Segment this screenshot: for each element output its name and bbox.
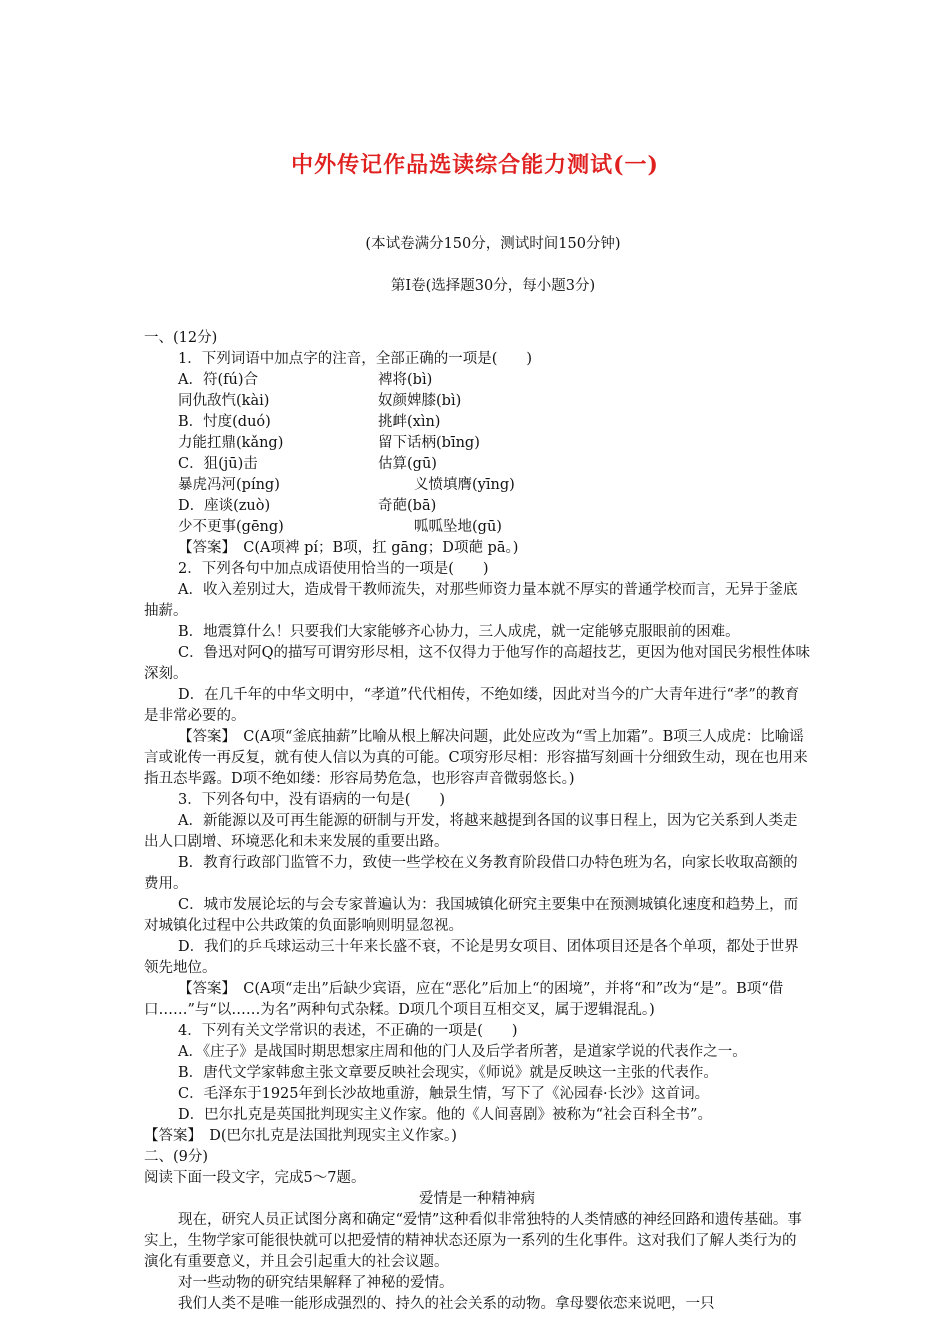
q4-option-a: A．《庄子》是战国时期思想家庄周和他的门人及后学者所著，是道家学说的代表作之一。 xyxy=(178,1044,747,1060)
q3-option-c: C．城市发展论坛的与会专家普遍认为：我国城镇化研究主要集中在预测城镇化速度和趋势上，而对城镇化过程中公共政策的负面影响则明显忽视。 xyxy=(144,897,799,934)
q2-answer: 【答案】 C(A项“釜底抽薪”比喻从根上解决问题，此处应改为“雪上加霜”。B项三人成虎：比喻谣言或讹传一再反复，就有使人信以为真的可能。C项穷形尽相：形容描写刻画十分细致生动，现在也用来指丑态毕露。D项不绝如缕：形容局势危急，也形容声音微弱悠长。) xyxy=(144,729,808,787)
section2-instruction: 阅读下面一段文字，完成5～7题。 xyxy=(144,1170,366,1186)
document-body xyxy=(144,328,810,1315)
q3-option-a: A．新能源以及可再生能源的研制与开发，将越来越提到各国的议事日程上，因为它关系到人类走出人口剧增、环境恶化和未来发展的重要出路。 xyxy=(144,813,798,850)
q2-stem: 2．下列各句中加点成语使用恰当的一项是( ) xyxy=(178,561,489,577)
q4-option-c: C．毛泽东于1925年到长沙故地重游，触景生情，写下了《沁园春·长沙》这首词。 xyxy=(178,1086,710,1102)
q1-row: 力能扛鼎(kǎng) 留下话柄(bīng) xyxy=(178,435,480,451)
page-title: 中外传记作品选读综合能力测试(一) xyxy=(291,152,659,178)
part-title: 第Ⅰ卷(选择题30分，每小题3分) xyxy=(390,278,596,294)
q4-option-b: B．唐代文学家韩愈主张文章要反映社会现实，《师说》就是反映这一主张的代表作。 xyxy=(178,1065,718,1081)
q3-stem: 3．下列各句中，没有语病的一句是( ) xyxy=(178,792,446,808)
passage-title: 爱情是一种精神病 xyxy=(419,1191,535,1207)
exam-info: (本试卷满分150分，测试时间150分钟) xyxy=(365,236,621,252)
q3-option-b: B．教育行政部门监管不力，致使一些学校在义务教育阶段借口办特色班为名，向家长收取高额的费用。 xyxy=(144,855,798,892)
passage-paragraph: 对一些动物的研究结果解释了神秘的爱情。 xyxy=(178,1275,454,1291)
q2-option-a: A．收入差别过大，造成骨干教师流失，对那些师资力量本就不厚实的普通学校而言，无异于釜底抽薪。 xyxy=(144,582,798,619)
q2-option-d: D．在几千年的中华文明中，“孝道”代代相传，不绝如缕，因此对当今的广大青年进行“孝”的教育是非常必要的。 xyxy=(144,687,800,724)
q1-row: B．忖度(duó) 挑衅(xìn) xyxy=(178,414,441,430)
q4-option-d: D．巴尔扎克是英国批判现实主义作家。他的《人间喜剧》被称为“社会百科全书”。 xyxy=(178,1107,712,1123)
q1-row: 少不更事(gēng) 呱呱坠地(gū) xyxy=(178,519,502,535)
section2-header: 二、(9分) xyxy=(144,1149,209,1165)
q1-row: C．狙(jū)击 估算(gū) xyxy=(178,456,437,472)
q4-stem: 4．下列有关文学常识的表述，不正确的一项是( ) xyxy=(178,1023,518,1039)
q3-option-d: D．我们的乒乓球运动三十年来长盛不衰，不论是男女项目、团体项目还是各个单项，都处于世界领先地位。 xyxy=(144,939,799,976)
q1-row: 同仇敌忾(kài) 奴颜婢膝(bì) xyxy=(178,393,462,409)
passage-paragraph: 现在，研究人员正试图分离和确定“爱情”这种看似非常独特的人类情感的神经回路和遗传基础。事实上，生物学家可能很快就可以把爱情的精神状态还原为一系列的生化事件。这对我们了解人类行为的演化有重要意义，并且会引起重大的社会议题。 xyxy=(144,1212,802,1270)
section1-header: 一、(12分) xyxy=(144,330,218,346)
passage-paragraph: 我们人类不是唯一能形成强烈的、持久的社会关系的动物。拿母婴依恋来说吧，一只 xyxy=(178,1296,715,1312)
q1-stem: 1．下列词语中加点字的注音，全部正确的一项是( ) xyxy=(178,351,533,367)
q1-row: D．座谈(zuò) 奇葩(bā) xyxy=(178,498,437,514)
q2-option-b: B．地震算什么！只要我们大家能够齐心协力，三人成虎，就一定能够克服眼前的困难。 xyxy=(178,624,740,640)
q3-answer: 【答案】 C(A项“走出”后缺少宾语，应在“恶化”后加上“的困境”，并将“和”改为“是”。B项“借口……”与“以……为名”两种句式杂糅。D项几个项目互相交叉，属于逻辑混乱。) xyxy=(144,981,784,1018)
q1-answer: 【答案】 C(A项裨 pí；B项，扛 gāng；D项葩 pā。) xyxy=(178,540,519,556)
q4-answer: 【答案】 D(巴尔扎克是法国批判现实主义作家。) xyxy=(144,1128,457,1144)
q2-option-c: C．鲁迅对阿Q的描写可谓穷形尽相，这不仅得力于他写作的高超技艺，更因为他对国民劣根性体味深刻。 xyxy=(144,645,810,682)
q1-row: A．符(fú)合 裨将(bì) xyxy=(178,372,433,388)
q1-row: 暴虎冯河(píng) 义愤填膺(yīng) xyxy=(178,477,515,493)
